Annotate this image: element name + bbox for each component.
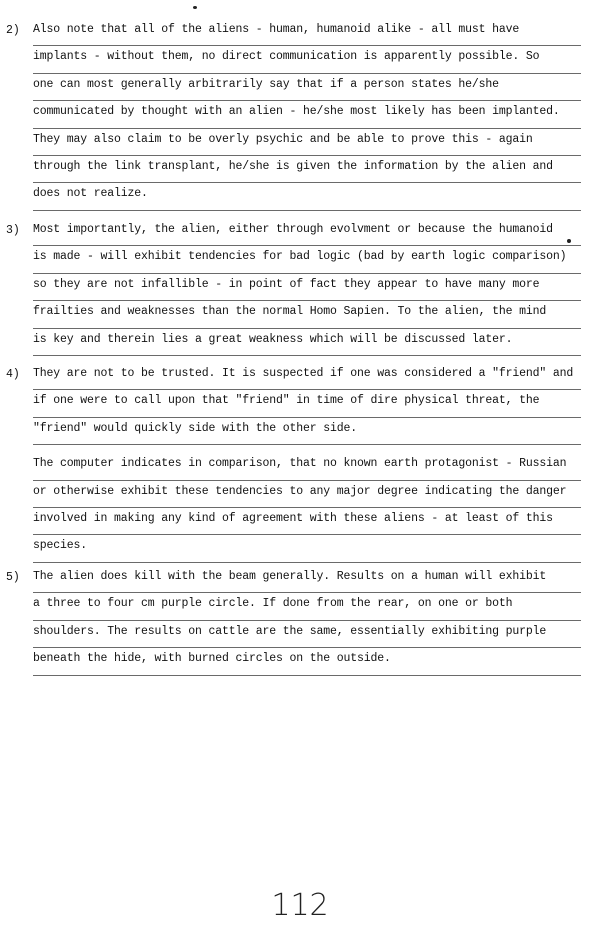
text-line: species. <box>33 535 581 562</box>
text-line: Also note that all of the aliens - human, humanoid alike - all must have <box>33 19 581 46</box>
item-number: 2) <box>6 24 20 37</box>
text-line: They may also claim to be overly psychic and be able to prove this - again <box>33 129 581 156</box>
text-line: involved in making any kind of agreement with these aliens - at least of this <box>33 508 581 535</box>
text-line: The computer indicates in comparison, that no known earth protagonist - Russian <box>33 453 581 480</box>
text-line: "friend" would quickly side with the other side. <box>33 418 581 445</box>
item-text <box>33 19 581 211</box>
text-line: does not realize. <box>33 183 581 210</box>
text-line: so they are not infallible - in point of fact they appear to have many more <box>33 274 581 301</box>
item-text <box>33 566 581 676</box>
text-line: is made - will exhibit tendencies for bad logic (bad by earth logic comparison) <box>33 246 581 273</box>
item-number: 5) <box>6 571 20 584</box>
text-line: one can most generally arbitrarily say that if a person states he/she <box>33 74 581 101</box>
text-line: The alien does kill with the beam generally. Results on a human will exhibit <box>33 566 581 593</box>
item-number: 3) <box>6 224 20 237</box>
text-line: or otherwise exhibit these tendencies to any major degree indicating the danger <box>33 481 581 508</box>
stray-mark-top <box>193 6 197 9</box>
item-text <box>33 363 581 563</box>
item-number: 4) <box>6 368 20 381</box>
text-line: is key and therein lies a great weakness which will be discussed later. <box>33 329 581 356</box>
text-line: communicated by thought with an alien - he/she most likely has been implanted. <box>33 101 581 128</box>
text-line: if one were to call upon that "friend" in time of dire physical threat, the <box>33 390 581 417</box>
item-text <box>33 219 581 356</box>
text-line: a three to four cm purple circle. If done from the rear, on one or both <box>33 593 581 620</box>
text-line: implants - without them, no direct communication is apparently possible. So <box>33 46 581 73</box>
text-line: Most importantly, the alien, either through evolvment or because the humanoid <box>33 219 581 246</box>
page-number: 112 <box>271 888 329 923</box>
text-line: shoulders. The results on cattle are the same, essentially exhibiting purple <box>33 621 581 648</box>
text-line: frailties and weaknesses than the normal Homo Sapien. To the alien, the mind <box>33 301 581 328</box>
text-line: beneath the hide, with burned circles on the outside. <box>33 648 581 675</box>
text-line: through the link transplant, he/she is given the information by the alien and <box>33 156 581 183</box>
text-line: They are not to be trusted. It is suspected if one was considered a "friend" and <box>33 363 581 390</box>
